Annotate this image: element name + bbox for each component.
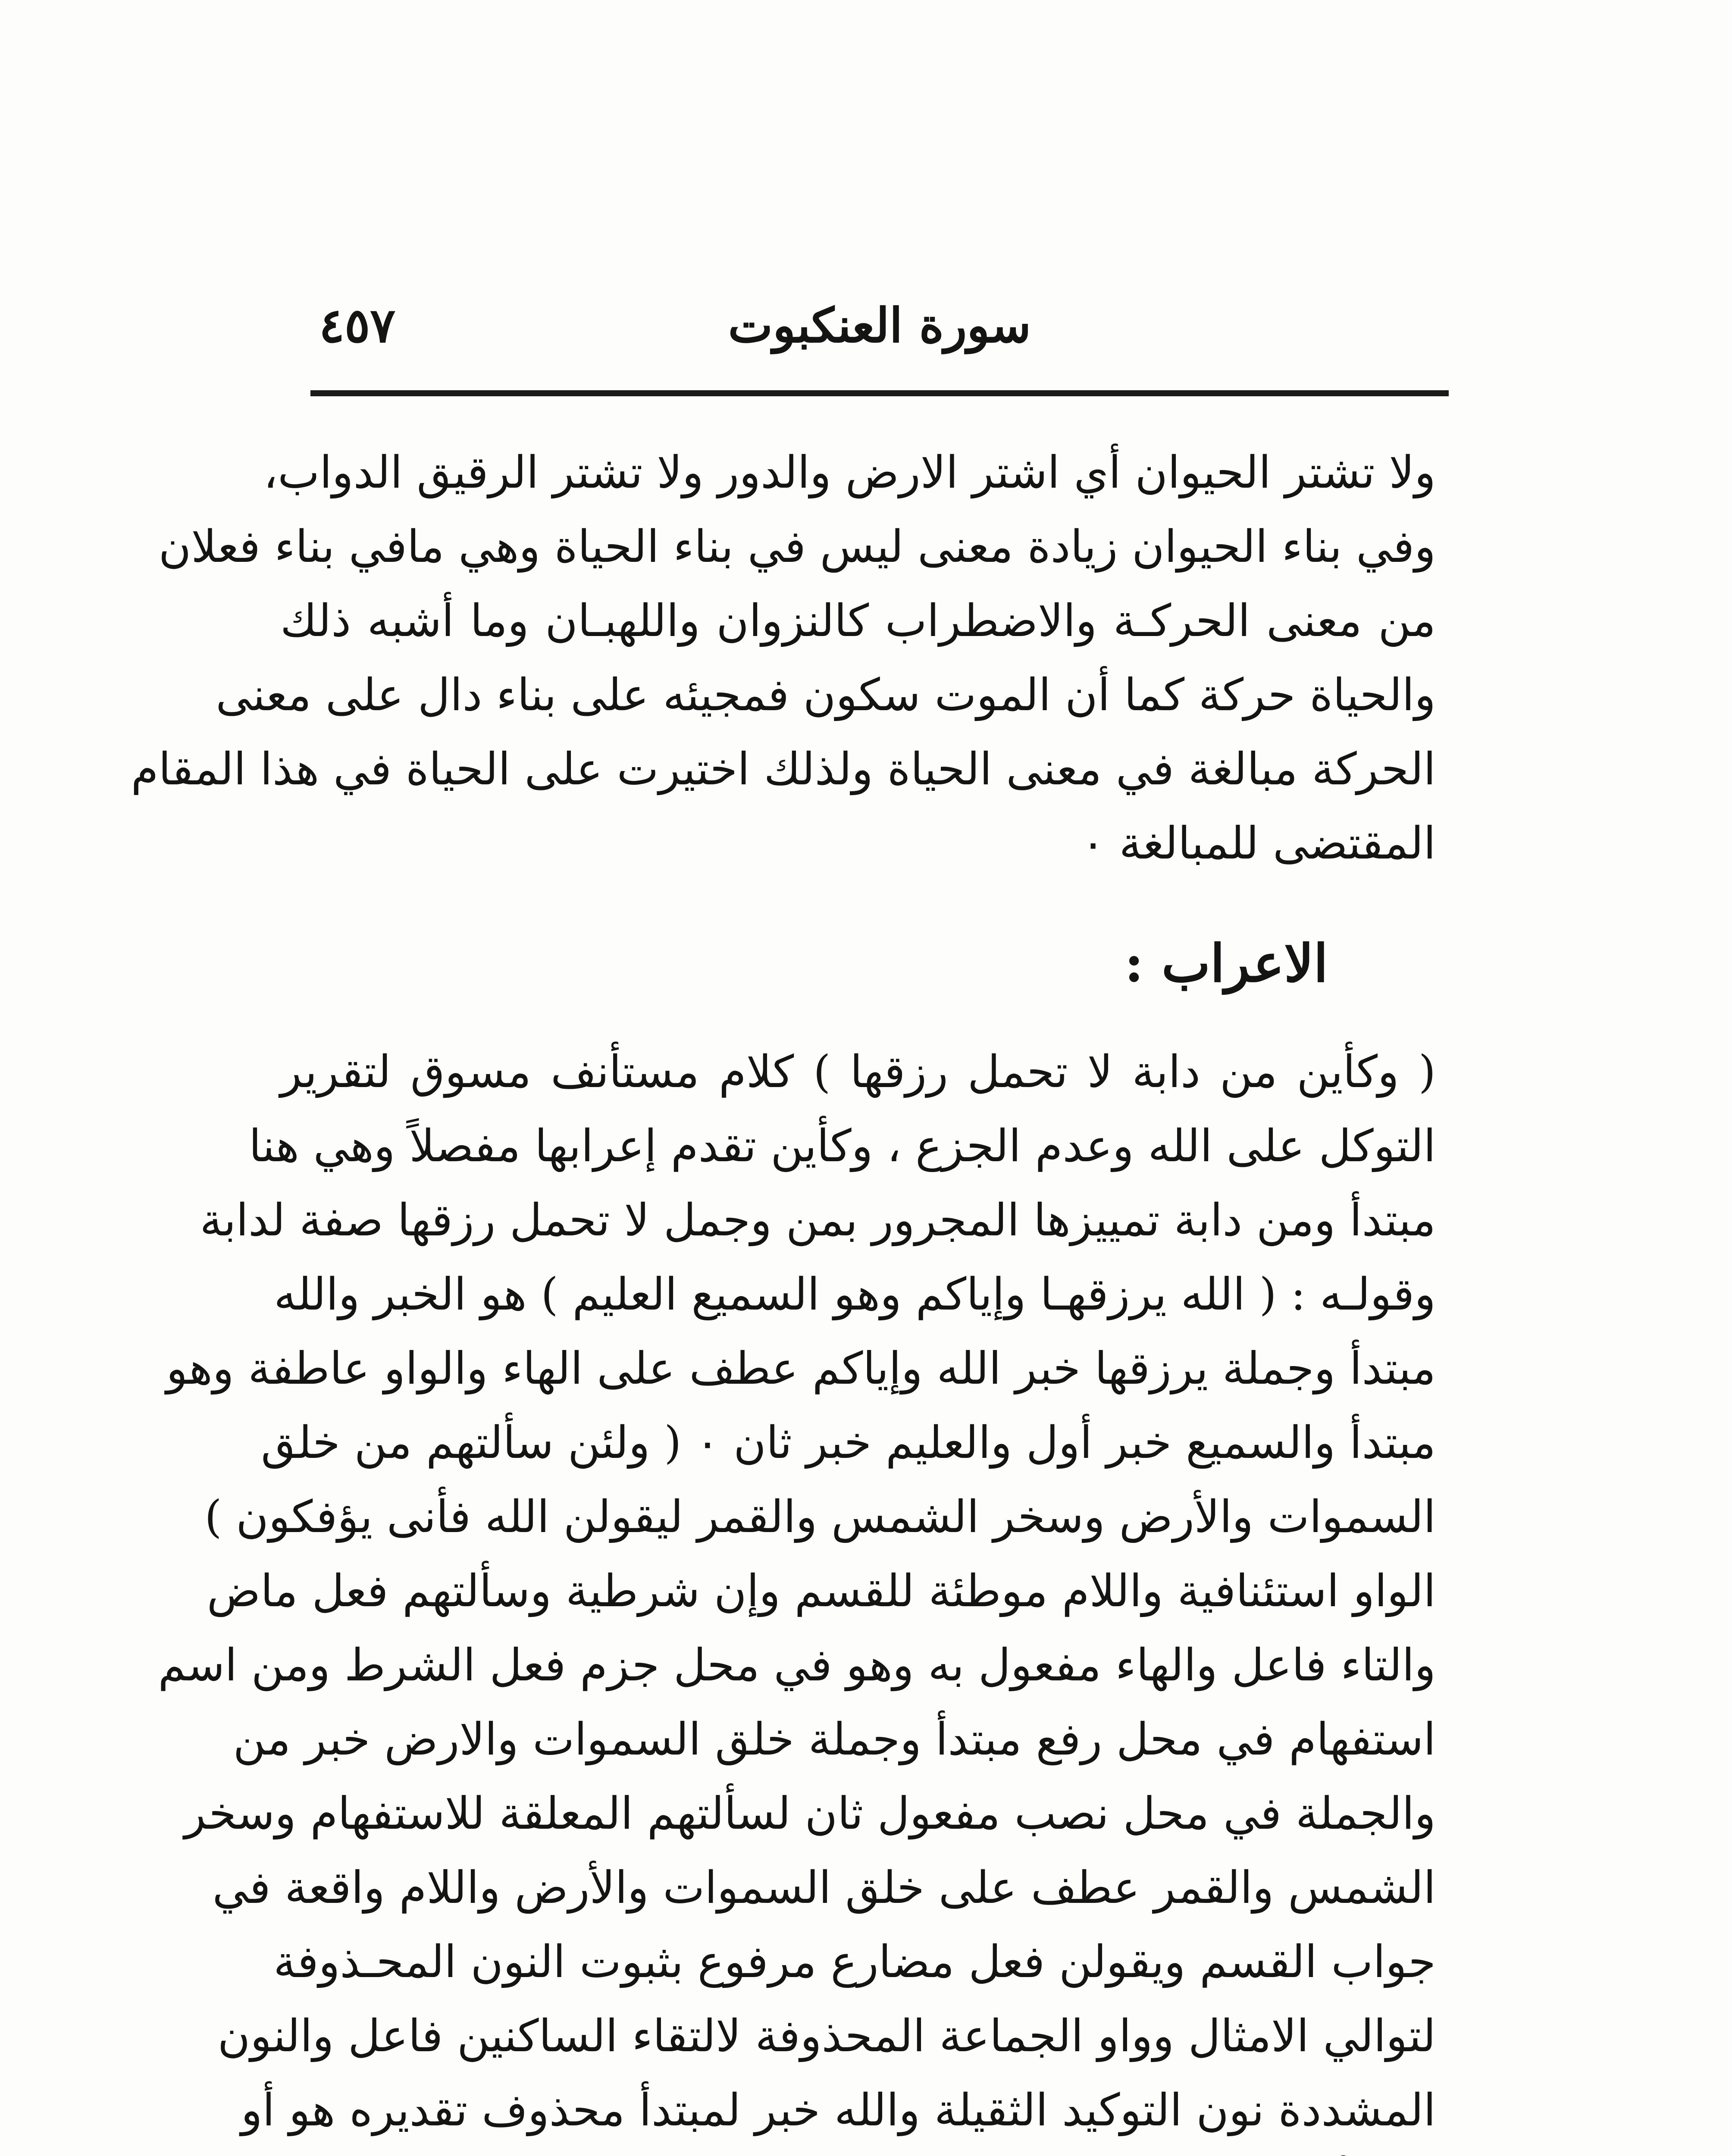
text-line: الشمس والقمر عطف على خلق السموات والأرض واللام واقعة في: [212, 1862, 1436, 1914]
text-line: [280, 2147, 1436, 2156]
header-divider: [310, 390, 1449, 396]
text-line: مبتدأ والسميع خبر أول والعليم خبر ثان ٠ ( ولئن سألتهم من خلق: [261, 1417, 1436, 1469]
text-line: من معنى الحركـة والاضطراب كالنزوان واللهبـان وما أشبه ذلك: [280, 595, 1436, 647]
text-line: وفي بناء الحيوان زيادة معنى ليس في بناء الحياة وهي مافي بناء فعلان: [158, 521, 1436, 573]
text-line: المشددة نون التوكيد الثقيلة والله خبر لمبتدأ محذوف تقديره هو أو: [241, 2084, 1436, 2136]
section-heading-iraab: الاعراب :: [1124, 933, 1328, 994]
intro-paragraph: [131, 436, 1436, 881]
text-line: والحياة حركة كما أن الموت سكون فمجيئه على بناء دال على معنى: [216, 669, 1436, 721]
text-line: لتوالي الامثال وواو الجماعة المحذوفة لالتقاء الساكنين فاعل والنون: [217, 2010, 1436, 2062]
text-line: والتاء فاعل والهاء مفعول به وهو في محل جزم فعل الشرط ومن اسم: [158, 1639, 1436, 1691]
text-line: ( وكأين من دابة لا تحمل رزقها ) كلام مستأنف مسوق لتقرير: [280, 1046, 1436, 1098]
text-line: مبتدأ وجملة يرزقها خبر الله وإياكم عطف على الهاء والواو عاطفة وهو: [166, 1343, 1436, 1395]
text-line: جواب القسم ويقولن فعل مضارع مرفوع بثبوت النون المحـذوفة: [273, 1936, 1436, 1988]
text-line: الواو استئنافية واللام موطئة للقسم وإن شرطية وسألتهم فعل ماض: [207, 1565, 1436, 1617]
text-line: ولا تشتر الحيوان أي اشتر الارض والدور ولا تشتر الرقيق الدواب،: [263, 447, 1436, 498]
text-line: استفهام في محل رفع مبتدأ وجملة خلق السموات والارض خبر من: [233, 1714, 1436, 1765]
page-header: [310, 280, 1449, 379]
surah-title: سورة العنكبوت: [728, 298, 1031, 353]
text-line: وقولـه : ( الله يرزقهـا وإياكم وهو السميع العليم ) هو الخبر والله: [274, 1269, 1436, 1320]
text-line: المقتضى للمبالغة ٠: [1081, 818, 1436, 869]
text-line: التوكل على الله وعدم الجزع ، وكأين تقدم إعرابها مفصلاً وهي هنا: [249, 1120, 1436, 1172]
text-line: الحركة مبالغة في معنى الحياة ولذلك اختيرت على الحياة في هذا المقام: [131, 743, 1436, 795]
text-line: مبتدأ ومن دابة تمييزها المجرور بمن وجمل لا تحمل رزقها صفة لدابة: [200, 1194, 1436, 1246]
text-line: والجملة في محل نصب مفعول ثان لسألتهم المعلقة للاستفهام وسخر: [184, 1788, 1436, 1839]
iraab-paragraph: [158, 1035, 1436, 2156]
text-line: السموات والأرض وسخر الشمس والقمر ليقولن الله فأنى يؤفكون ): [204, 1491, 1436, 1543]
page-number: ٤٥٧: [319, 298, 396, 353]
